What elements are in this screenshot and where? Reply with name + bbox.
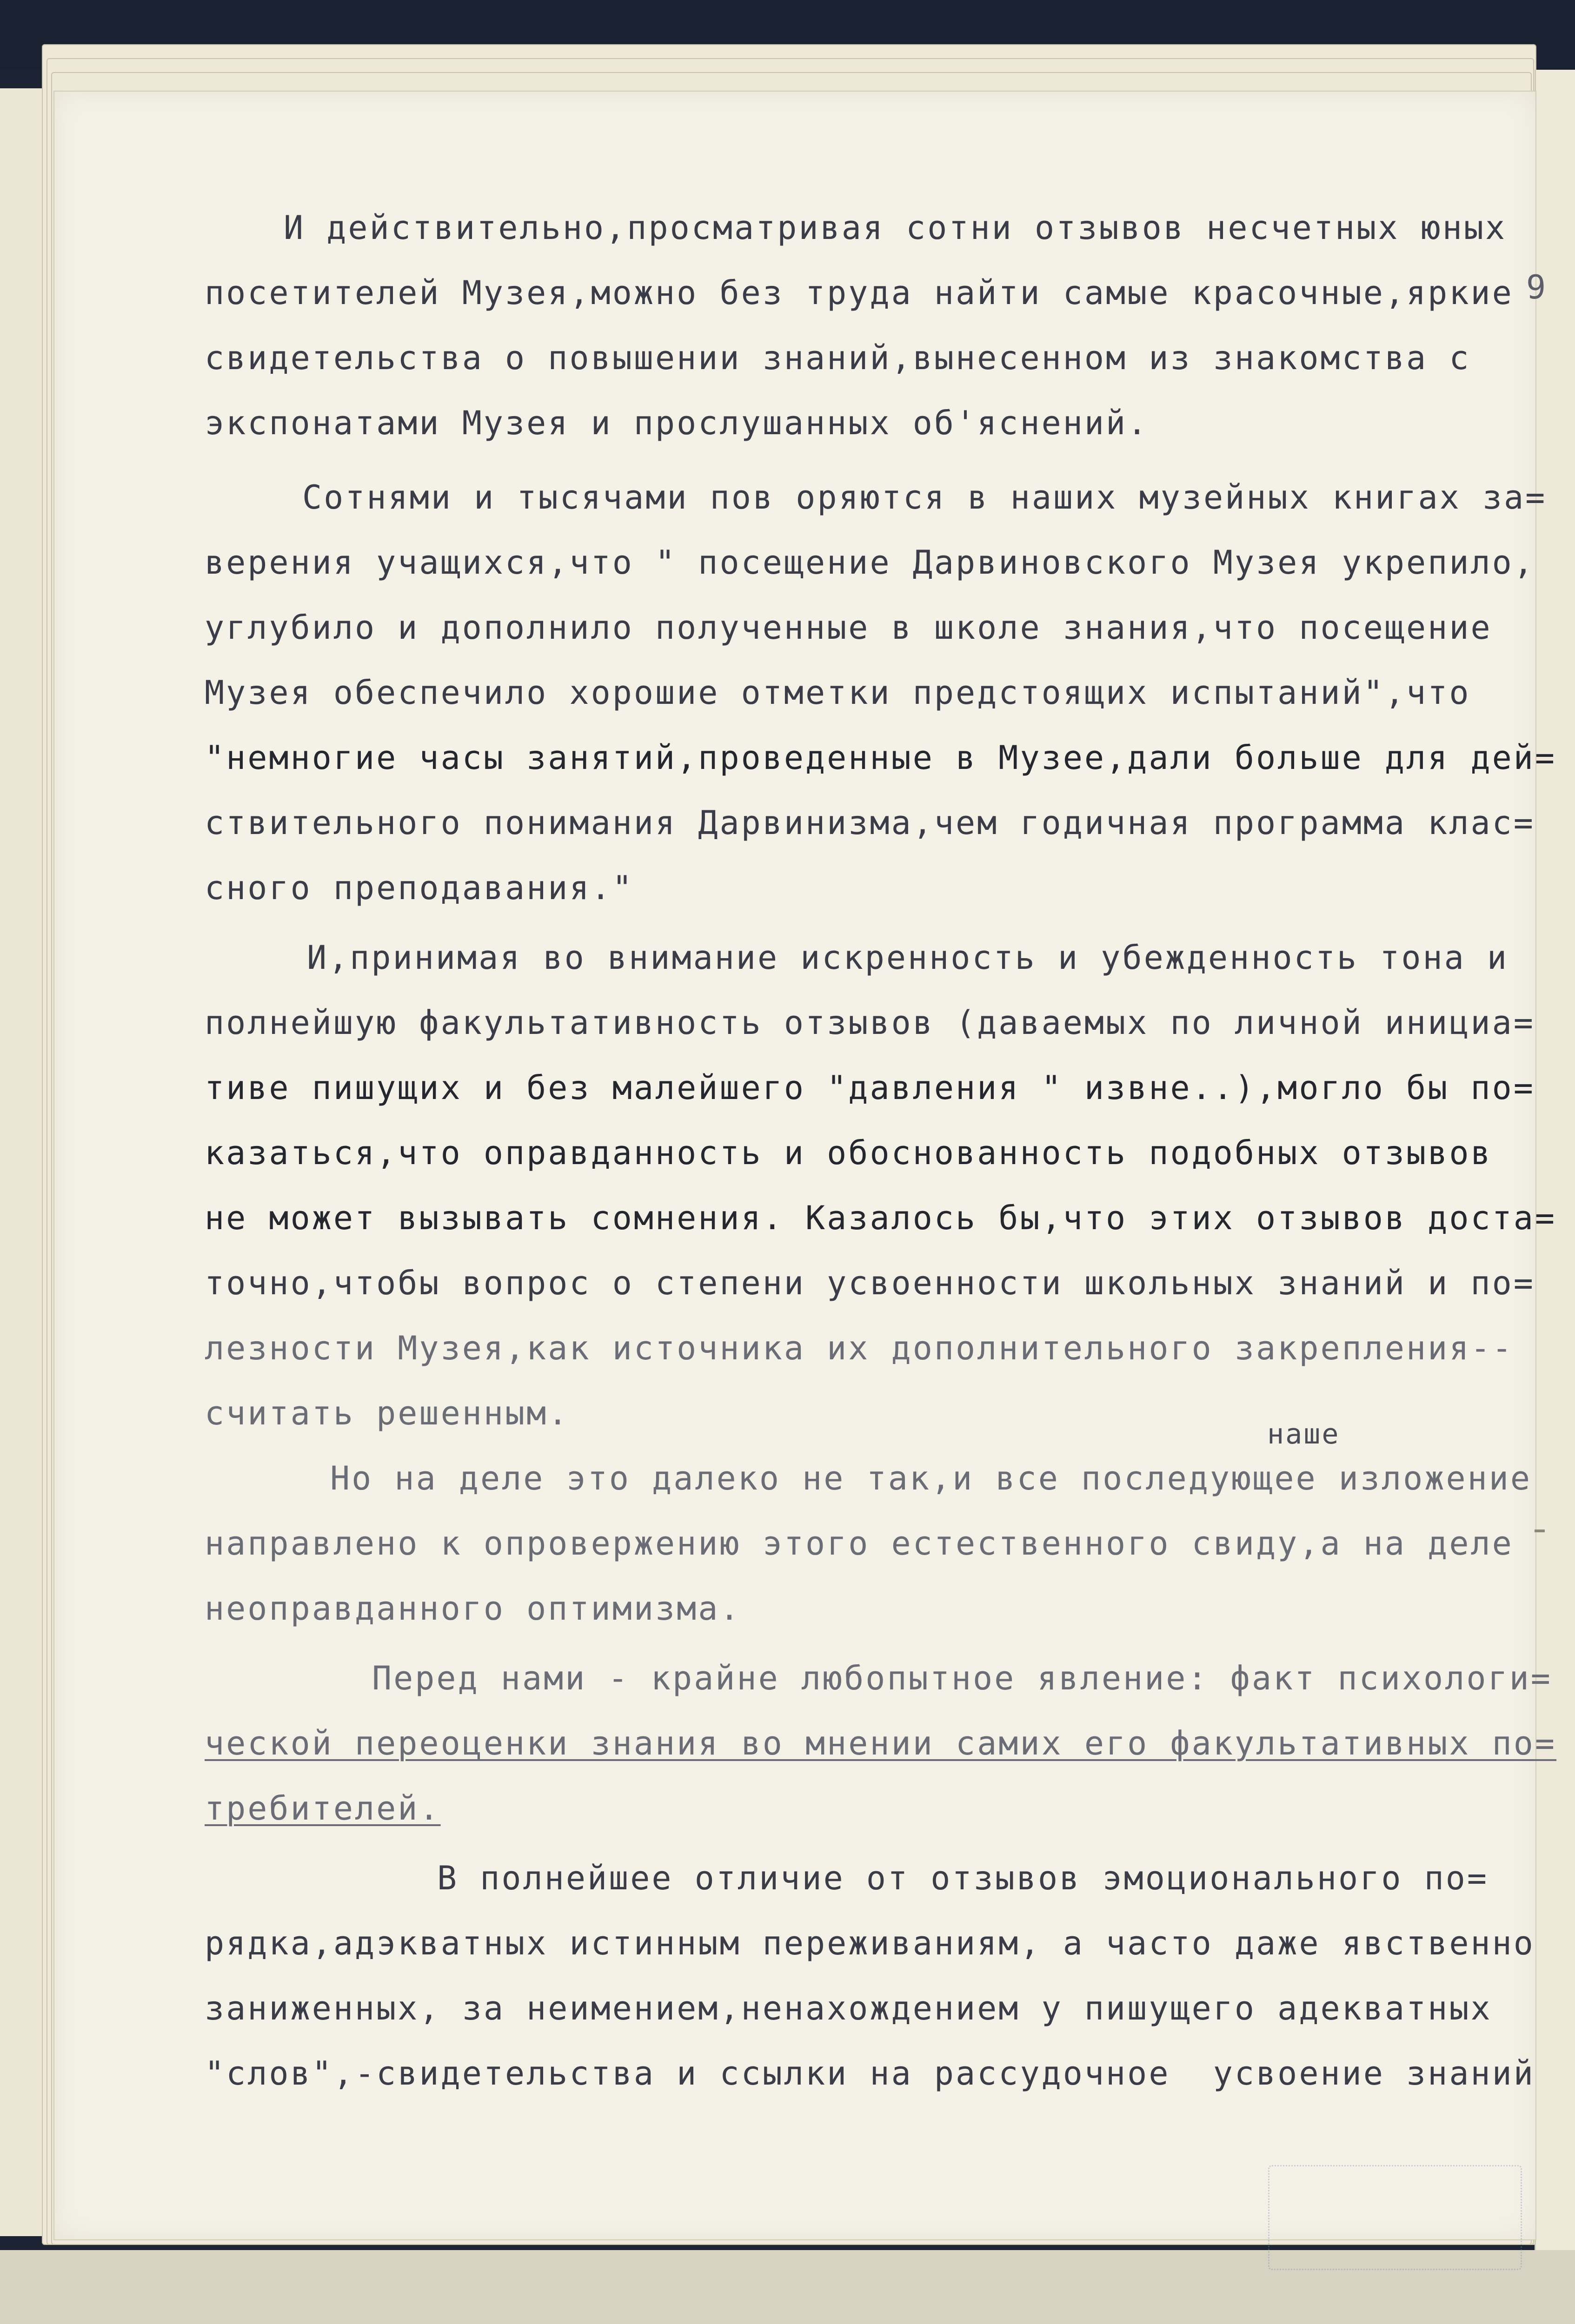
text-line: требителей. <box>205 1789 441 1827</box>
text-line: "немногие часы занятий,проведенные в Музее,дали больше для дей= <box>205 739 1557 777</box>
text-line: направлено к опровержению этого естественного свиду,а на деле <box>205 1524 1514 1563</box>
page-number: 9 <box>1526 268 1546 306</box>
text-line: верения учащихся,что " посещение Дарвиновского Музея укрепило, <box>205 543 1535 582</box>
handwritten-insertion: наше <box>1267 1418 1340 1450</box>
text-line: "слов",-свидетельства и ссылки на рассудочное усвоение знаний <box>205 2054 1535 2092</box>
text-line: И действительно,просматривая сотни отзывов несчетных юных <box>284 209 1507 247</box>
text-line: Перед нами - крайне любопытное явление: факт психологи= <box>372 1659 1552 1697</box>
text-line: В полнейшее отличие от отзывов эмоционального по= <box>437 1859 1489 1897</box>
text-line: считать решенным. <box>205 1394 570 1432</box>
text-line: заниженных, за неимением,ненахождением у пишущего адекватных <box>205 1989 1492 2027</box>
adjacent-page-edge <box>0 88 45 2236</box>
faint-archive-stamp <box>1268 2165 1522 2270</box>
text-line: сного преподавания." <box>205 869 634 907</box>
text-line: казаться,что оправданность и обоснованность подобных отзывов <box>205 1134 1492 1172</box>
text-line: рядка,адэкватных истинным переживаниям, а часто даже явственно <box>205 1924 1535 1962</box>
text-line: И,принимая во внимание искренность и убежденность тона и <box>307 939 1509 977</box>
text-line: лезности Музея,как источника их дополнительного закрепления-- <box>205 1329 1514 1367</box>
text-line: точно,чтобы вопрос о степени усвоенности школьных знаний и по= <box>205 1264 1535 1302</box>
text-line: ческой переоценки знания во мнении самих его факультативных по= <box>205 1724 1557 1762</box>
text-line: свидетельства о повышении знаний,вынесенном из знакомства с <box>205 339 1471 377</box>
text-line: полнейшую факультативность отзывов (даваемых по личной инициа= <box>205 1004 1535 1042</box>
text-line: тиве пишущих и без малейшего "давления " извне..),могло бы по= <box>205 1069 1535 1107</box>
text-line: посетителей Музея,можно без труда найти самые красочные,яркие <box>205 274 1514 312</box>
text-line: ствительного понимания Дарвинизма,чем годичная программа клас= <box>205 804 1535 842</box>
text-line: неоправданного оптимизма. <box>205 1589 741 1628</box>
text-line: не может вызывать сомнения. Казалось бы,что этих отзывов доста= <box>205 1199 1557 1237</box>
margin-tick-mark <box>1535 1529 1545 1532</box>
text-line: Но на деле это далеко не так,и все последующее изложение <box>330 1459 1532 1497</box>
paper-stack-right-edge <box>1535 70 1575 2250</box>
text-line: Музея обеспечило хорошие отметки предстоящих испытаний",что <box>205 674 1471 712</box>
text-line: углубило и дополнило полученные в школе знания,что посещение <box>205 609 1492 647</box>
text-line: экспонатами Музея и прослушанных об'яснений. <box>205 404 1149 442</box>
text-line: Сотнями и тысячами пов оряются в наших музейных книгах за= <box>302 478 1547 516</box>
